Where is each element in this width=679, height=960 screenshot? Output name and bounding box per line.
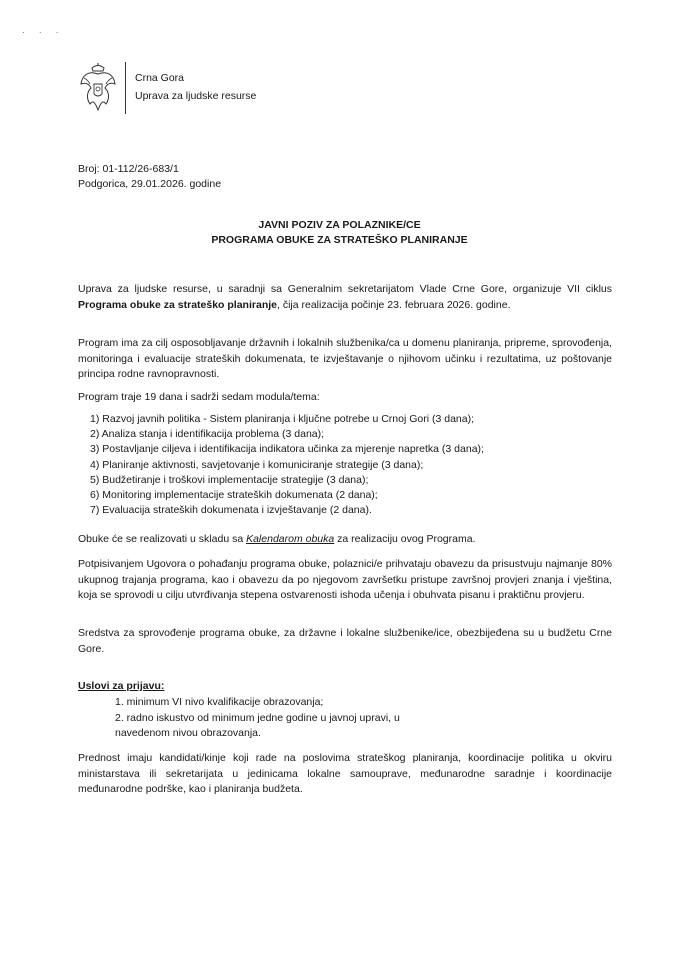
list-item: 2) Analiza stanja i identifikacija problema (3 dana); (90, 428, 325, 441)
title-line-1: JAVNI POZIV ZA POLAZNIKE/CE (258, 219, 421, 231)
letterhead-divider (125, 62, 126, 114)
list-item: 2. radno iskustvo od minimum jedne godine u javnoj upravi, u navedenom nivou obrazovanja. (115, 711, 400, 739)
list-item: 1) Razvoj javnih politika - Sistem planiranja i ključne potrebe u Crnoj Gori (3 dana); (90, 413, 475, 425)
scan-artifact: · · · (22, 28, 65, 37)
calendar-text: Obuke će se realizovati u skladu sa (78, 533, 247, 545)
title-line-2: PROGRAMA OBUKE ZA STRATEŠKO PLANIRANJE (211, 234, 468, 246)
list-item: 4) Planiranje aktivnosti, savjetovanje i komuniciranje strategije (3 dana); (90, 458, 424, 471)
contract-paragraph: Potpisivanjem Ugovora o pohađanju programa obuke, polaznici/e prihvataju obavezu da prisustvuju najmanje 80% ukupnog trajanja programa, kao i obavezu da po njegovom završetku pristupe završnoj provjeri znanja i vještina, koja se sprovodi u cilju utvrđivanja stepena ostvarenosti ishoda učenja i obuhvata pisanu i praktičnu provjeru. (78, 558, 612, 601)
conditions-list (115, 695, 415, 742)
calendar-paragraph (78, 532, 612, 548)
intro-paragraph (78, 282, 612, 313)
list-item: 5) Budžetiranje i troškovi implementacije strategije (3 dana); (90, 473, 369, 486)
place-date: Podgorica, 29.01.2026. godine (78, 178, 222, 190)
intro-text: Uprava za ljudske resurse, u saradnji sa Generalnim sekretarijatom Vlade Crne Gore, organizuje VII ciklus (78, 283, 612, 295)
priority-paragraph: Prednost imaju kandidati/kinje koji rade na poslovima strateškog planiranja, koordinacije politika u okviru ministarstava ili sekretarijata u jedinicama lokalne samouprave, međunarodne saradnje i koordinacije međunarodne podrške, kao i planiranja budžeta. (78, 752, 612, 795)
duration-paragraph: Program traje 19 dana i sadrži sedam modula/tema: (78, 391, 320, 403)
letterhead (78, 62, 256, 114)
modules-list (90, 412, 484, 518)
document-title (0, 218, 679, 248)
country-name: Crna Gora (135, 72, 185, 84)
list-item: 3) Postavljanje ciljeva i identifikacija indikatora učinka za mjerenje napretka (3 dana); (90, 443, 484, 456)
calendar-link[interactable]: Kalendarom obuka (246, 533, 335, 545)
reference-block (78, 162, 221, 192)
authority-name: Uprava za ljudske resurse (135, 90, 257, 102)
reference-number: Broj: 01-112/26-683/1 (78, 163, 179, 175)
goal-paragraph: Program ima za cilj osposobljavanje državnih i lokalnih službenika/ca u domenu planiranja, pripreme, sprovođenja, monitoringa i evaluacije strateških dokumenata, te izvještavanje o njihovom učinku i rezultatima, uz poštovanje principa rodne ravnopravnosti. (78, 337, 612, 380)
list-item: 1. minimum VI nivo kvalifikacije obrazovanja; (115, 696, 324, 708)
program-name: Programa obuke za strateško planiranje (78, 298, 277, 311)
funding-paragraph: Sredstva za sprovođenje programa obuke, za državne i lokalne službenike/ice, obezbijeđena su u budžetu Crne Gore. (78, 627, 612, 655)
list-item: 7) Evaluacija strateških dokumenata i izvještavanje (2 dana). (90, 504, 372, 517)
letterhead-text (135, 69, 256, 105)
conditions-heading: Uslovi za prijavu: (78, 680, 165, 692)
list-item: 6) Monitoring implementacije strateških dokumenata (2 dana); (90, 489, 378, 502)
calendar-text-end: za realizaciju ovog Programa. (334, 533, 476, 545)
intro-text-end: , čija realizacija počinje 23. februara 2026. godine. (277, 298, 511, 311)
coat-of-arms-icon (78, 62, 118, 114)
